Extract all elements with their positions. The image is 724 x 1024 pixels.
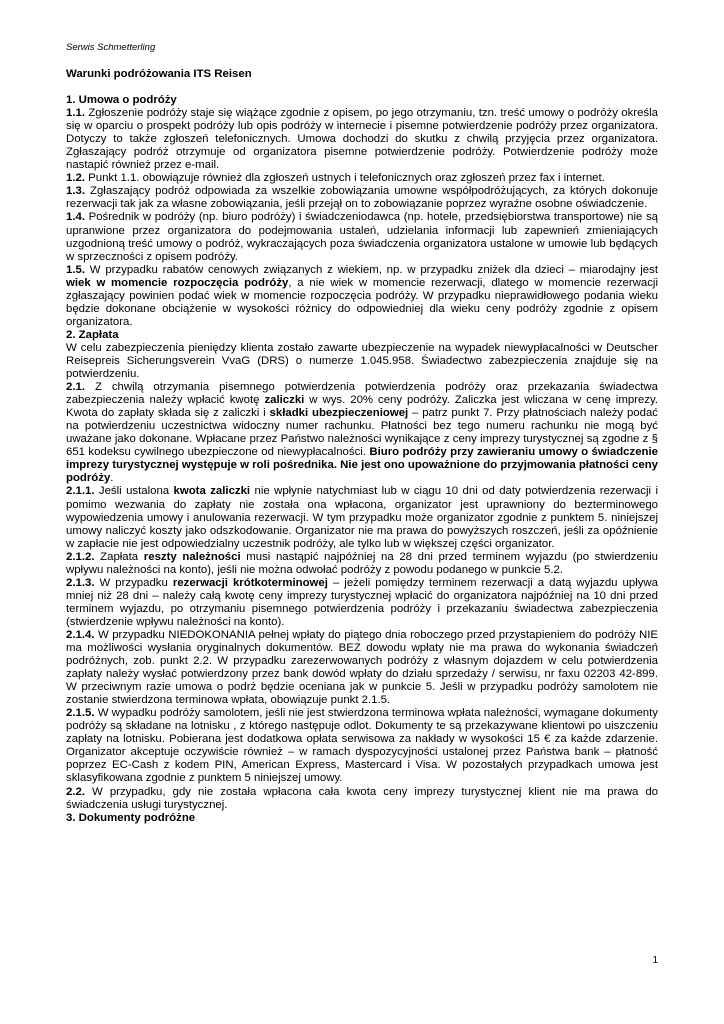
bold-text: 3. Dokumenty podróżne (66, 811, 196, 824)
bold-text: 2.1.2. (66, 550, 95, 563)
bold-text: 2.1.5. (66, 707, 95, 720)
text: nie wpłynie natychmiast lub w ciągu 10 dni od daty potwierdzenia rezerwacji i pomimo wezwania do zapłaty nie została ona wpłacona, organizator jest uprawniony do bezterminowego wypowiedzenia umowy i anulowania rezerwacji. W tym przypadku może organizator zgodnie z punktem 5. niniejszej umowy naliczyć koszty jako odszkodowanie. Organizator nie ma prawa do powyższych roszczeń, jeśli za opóźnienie w zapłacie nie jest odpowiedzialny uczestnik podróży, ale tylko lub w większej części organizator. (66, 485, 658, 550)
bold-text: 2.2. (66, 785, 85, 798)
text: Z chwilą otrzymania pisemnego potwierdzenia potwierdzenia podróży oraz przekazania świadectwa zabezpieczenia należy wpłacić kwotę (66, 381, 658, 407)
paragraph (66, 381, 658, 485)
text: musi nastąpić najpóźniej na 28 dni przed terminem wyjazdu (po stwierdzeniu wpływu należności na konto), jeśli nie można odwołać podróży z powodu podanego w punkcie 5.2. (66, 550, 658, 576)
text: Zgłaszający podróż odpowiada za wszelkie zobowiązania umowne współpodróżujących, za których dokonuje rezerwacji tak jak za własne zobowiązania, jeśli przejął on to zobowiązanie poprzez wyraźne osobne oświadczenie. (66, 185, 658, 211)
section-heading (66, 812, 658, 825)
paragraph (66, 577, 658, 629)
bold-text: 1.1. (66, 107, 85, 120)
text: w wys. 20% ceny podróży. Zaliczka jest wliczana w cenę imprezy. Kwota do zapłaty składa się z zaliczki i (66, 394, 658, 420)
text: Jeśli ustalona (94, 485, 174, 498)
text: – patrz punkt 7. Przy płatnościach należy podać na potwierdzeniu uczestnictwa widoczny numer rachunku. Płatności bez tego numeru rachunku nie mogą być uważane jako dokonane. Wpłacane przez Państwo należności wynikające z ceny imprezy turystycznej są zgodne z § 651 kodeksu cywilnego ubezpieczone od niewypłacalności. (66, 407, 658, 459)
text: Pośrednik w podróży (np. biuro podróży) i świadczeniodawca (np. hotele, przedsiębiorstwa transportowe) nie są upranwione przez organizatora do podejmowania ustaleń, udzielania informacji lub zapewnień zmieniających uzgodnioną treść umowy o podróż, wykraczających poza świadczenia organizatora ustalone w umowie lub będących w sprzeczności z opisem podróży. (66, 211, 658, 263)
paragraph (66, 211, 658, 263)
paragraph (66, 264, 658, 329)
text: W przypadku rabatów cenowych związanych z wiekiem, np. w przypadku zniżek dla dzieci – miarodajny jest (85, 263, 658, 276)
document-title: Warunki podróżowania ITS Reisen (66, 68, 252, 80)
text: W przypadku (94, 576, 173, 589)
bold-text: zaliczki (264, 394, 305, 407)
paragraph (66, 342, 658, 381)
bold-text: składki ubezpieczeniowej (269, 407, 409, 420)
text: Zapłata (94, 550, 144, 563)
page-header: Serwis Schmetterling (66, 42, 156, 53)
bold-text: 2. Zapłata (66, 328, 119, 341)
paragraph (66, 185, 658, 211)
section-heading (66, 329, 658, 342)
text: W przypadku, gdy nie została wpłacona cała kwota ceny imprezy turystycznej klient nie ma prawa do świadczenia usługi turystycznej. (66, 785, 658, 811)
paragraph (66, 551, 658, 577)
bold-text: 2.1.4. (66, 628, 95, 641)
text: W celu zabezpieczenia pieniędzy klienta zostało zawarte ubezpieczenie na wypadek niewypłacalności w Deutscher Reisepreis Sicherungsverein VvaG (DRS) o numerze 1.045.958. Świadectwo zabezpieczenia znajduje się na potwierdzeniu. (66, 341, 658, 381)
text: Zgłoszenie podróży staje się wiążące zgodnie z opisem, po jego otrzymaniu, tzn. treść umowy o podróży określa się w oparciu o prospekt podróży lub opis podróży w internecie i pisemne potwierdzenie podróży przez organizatora. Dotyczy to także zgłoszeń telefonicznych. Umowa dochodzi do skutku z chwilą przyjęcia przez organizatora. Zgłaszający podróż otrzymuje od organizatora pisemne potwierdzenie podróży. Potwierdzenie podróży może nastapić również przez e-mail. (66, 107, 658, 172)
paragraph (66, 485, 658, 550)
page-number: 1 (652, 955, 658, 966)
paragraph (66, 107, 658, 172)
bold-text: 1.2. (66, 172, 85, 185)
bold-text: Biuro podróży przy zawieraniu umowy o świadczenie imprezy turystycznej występuje w roli pośrednika. Nie jest ono upoważnione do przyjmowania płatności ceny podróży (66, 446, 658, 485)
bold-text: 1.5. (66, 263, 85, 276)
bold-text: wiek w momencie rozpoczęcia podróży (66, 276, 289, 289)
bold-text: 1. Umowa o podróży (66, 94, 177, 107)
bold-text: kwota zaliczki (173, 485, 251, 498)
paragraph (66, 786, 658, 812)
text: W przypadku NIEDOKONANIA pełnej wpłaty do piątego dnia roboczego przed przystapieniem do podróży NIE ma możliwości wysłania oryginalnych dokumentów. BEZ dowodu wpłaty nie ma prawa do wykonania świadczeń podróżnych, zob. punkt 2.2. W przypadku zarezerwowanych podróży z własnym dojazdem w celu potwierdzenia zapłaty należy wysłać potwierdzony przez bank dowód wpłaty do działu sprzedaży / serwisu, nr faxu 02203 42-899. W przeciwnym razie umowa o podrż będzie oceniana jak w punkcie 5. Jeśli w przypadku podróży samolotem nie zostanie stwierdzona terminowa wpłata, obowiązuje punkt 2.1.5. (66, 628, 658, 707)
paragraph (66, 707, 658, 785)
bold-text: 1.3. (66, 185, 85, 198)
text: . (110, 472, 114, 485)
paragraph (66, 172, 658, 185)
text: – jeżeli pomiędzy terminem rezerwacji a datą wyjazdu upływa mniej niż 28 dni – należy całą kwotę ceny imprezy turystycznej wpłacić do organizatora najpóźniej na 10 dni przed terminem wyjazdu, po otrzymaniu pisemnego potwierdzenia podróży i przekazaniu świadectwa zabezpieczenia (stwierdzenie wpływu należności na konto). (66, 576, 658, 628)
bold-text: 2.1. (66, 381, 85, 394)
paragraph (66, 629, 658, 707)
bold-text: rezerwacji krótkoterminowej (172, 576, 328, 589)
section-heading (66, 94, 658, 107)
text: W wypadku podróży samolotem, jeśli nie jest stwierdzona terminowa wpłata należności, wymagane dokumenty podróży są składane na lotnisku , z którego następuje odlot. Dokumenty te są przekazywane klientowi po uiszczeniu zapłaty na lotnisku. Pobierana jest dodatkowa opłata serwisowa za nakłady w wysokości 15 € za każde zdarzenie. Organizator akceptuje oczywiście również – w ramach dyspozycyjności ustalonej przez Państwa bank – płatność poprzez EC-Cash z kodem PIN, American Express, Mastercard i Visa. W pozostałych przypadkach umowa jest sklasyfikowana zgodnie z punktem 5 niniejszej umowy. (66, 707, 658, 785)
text: Punkt 1.1. obowiązuje również dla zgłoszeń ustnych i telefonicznych oraz zgłoszeń przez fax i internet. (85, 172, 605, 185)
text: , a nie wiek w momencie rezerwacji, dlatego w momencie rezerwacji zgłaszający powinien podać wiek w momencie rozpoczęcia podróży. W przypadku nieprawidłowego podania wieku będzie dokonane obciążenie w wysokości różnicy do odpowiedniej dla wieku ceny podróży zgodnie z opisem organizatora. (66, 276, 658, 328)
bold-text: reszty należności (143, 550, 241, 563)
bold-text: 1.4. (66, 211, 85, 224)
document-body (66, 68, 658, 825)
bold-text: 2.1.1. (66, 485, 95, 498)
sections-container (66, 94, 658, 825)
bold-text: 2.1.3. (66, 576, 95, 589)
